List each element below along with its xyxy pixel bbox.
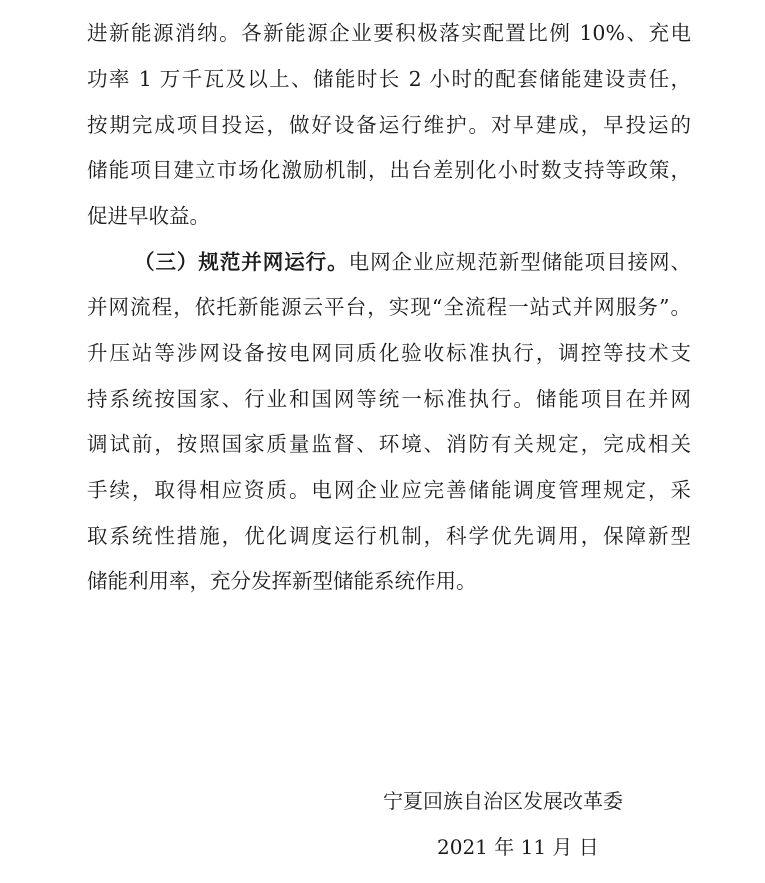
- paragraph-line: 升压站等涉网设备按电网同质化验收标准执行，调控等技术支: [87, 341, 691, 365]
- section-first-line-text: 电网企业应规范新型储能项目接网、: [348, 250, 692, 274]
- paragraph-line: 并网流程，依托新能源云平台，实现“全流程一站式并网服务”。: [87, 295, 691, 319]
- paragraph-line: 储能项目建立市场化激励机制，出台差别化小时数支持等政策，: [87, 158, 691, 182]
- paragraph-line: 手续，取得相应资质。电网企业应完善储能调度管理规定，采: [87, 478, 691, 502]
- paragraph-line: 促进早收益。: [87, 204, 210, 228]
- paragraph-line: 取系统性措施，优化调度运行机制，科学优先调用，保障新型: [87, 524, 691, 548]
- section-heading: （三）规范并网运行。: [134, 250, 349, 274]
- paragraph-line: 进新能源消纳。各新能源企业要积极落实配置比例 10%、充电: [87, 21, 691, 45]
- paragraph-line: 功率 1 万千瓦及以上、储能时长 2 小时的配套储能建设责任，: [87, 67, 691, 91]
- paragraph-line: 按期完成项目投运，做好设备运行维护。对早建成，早投运的: [87, 113, 691, 137]
- section-first-line: [134, 249, 691, 275]
- signature-date: 2021 年 11 月 日: [437, 835, 599, 859]
- paragraph-line: 储能利用率，充分发挥新型储能系统作用。: [87, 569, 477, 593]
- paragraph-line: 持系统按国家、行业和国网等统一标准执行。储能项目在并网: [87, 387, 691, 411]
- paragraph-line: 调试前，按照国家质量监督、环境、消防有关规定，完成相关: [87, 432, 691, 456]
- signature-organization: 宁夏回族自治区发展改革委: [383, 789, 623, 813]
